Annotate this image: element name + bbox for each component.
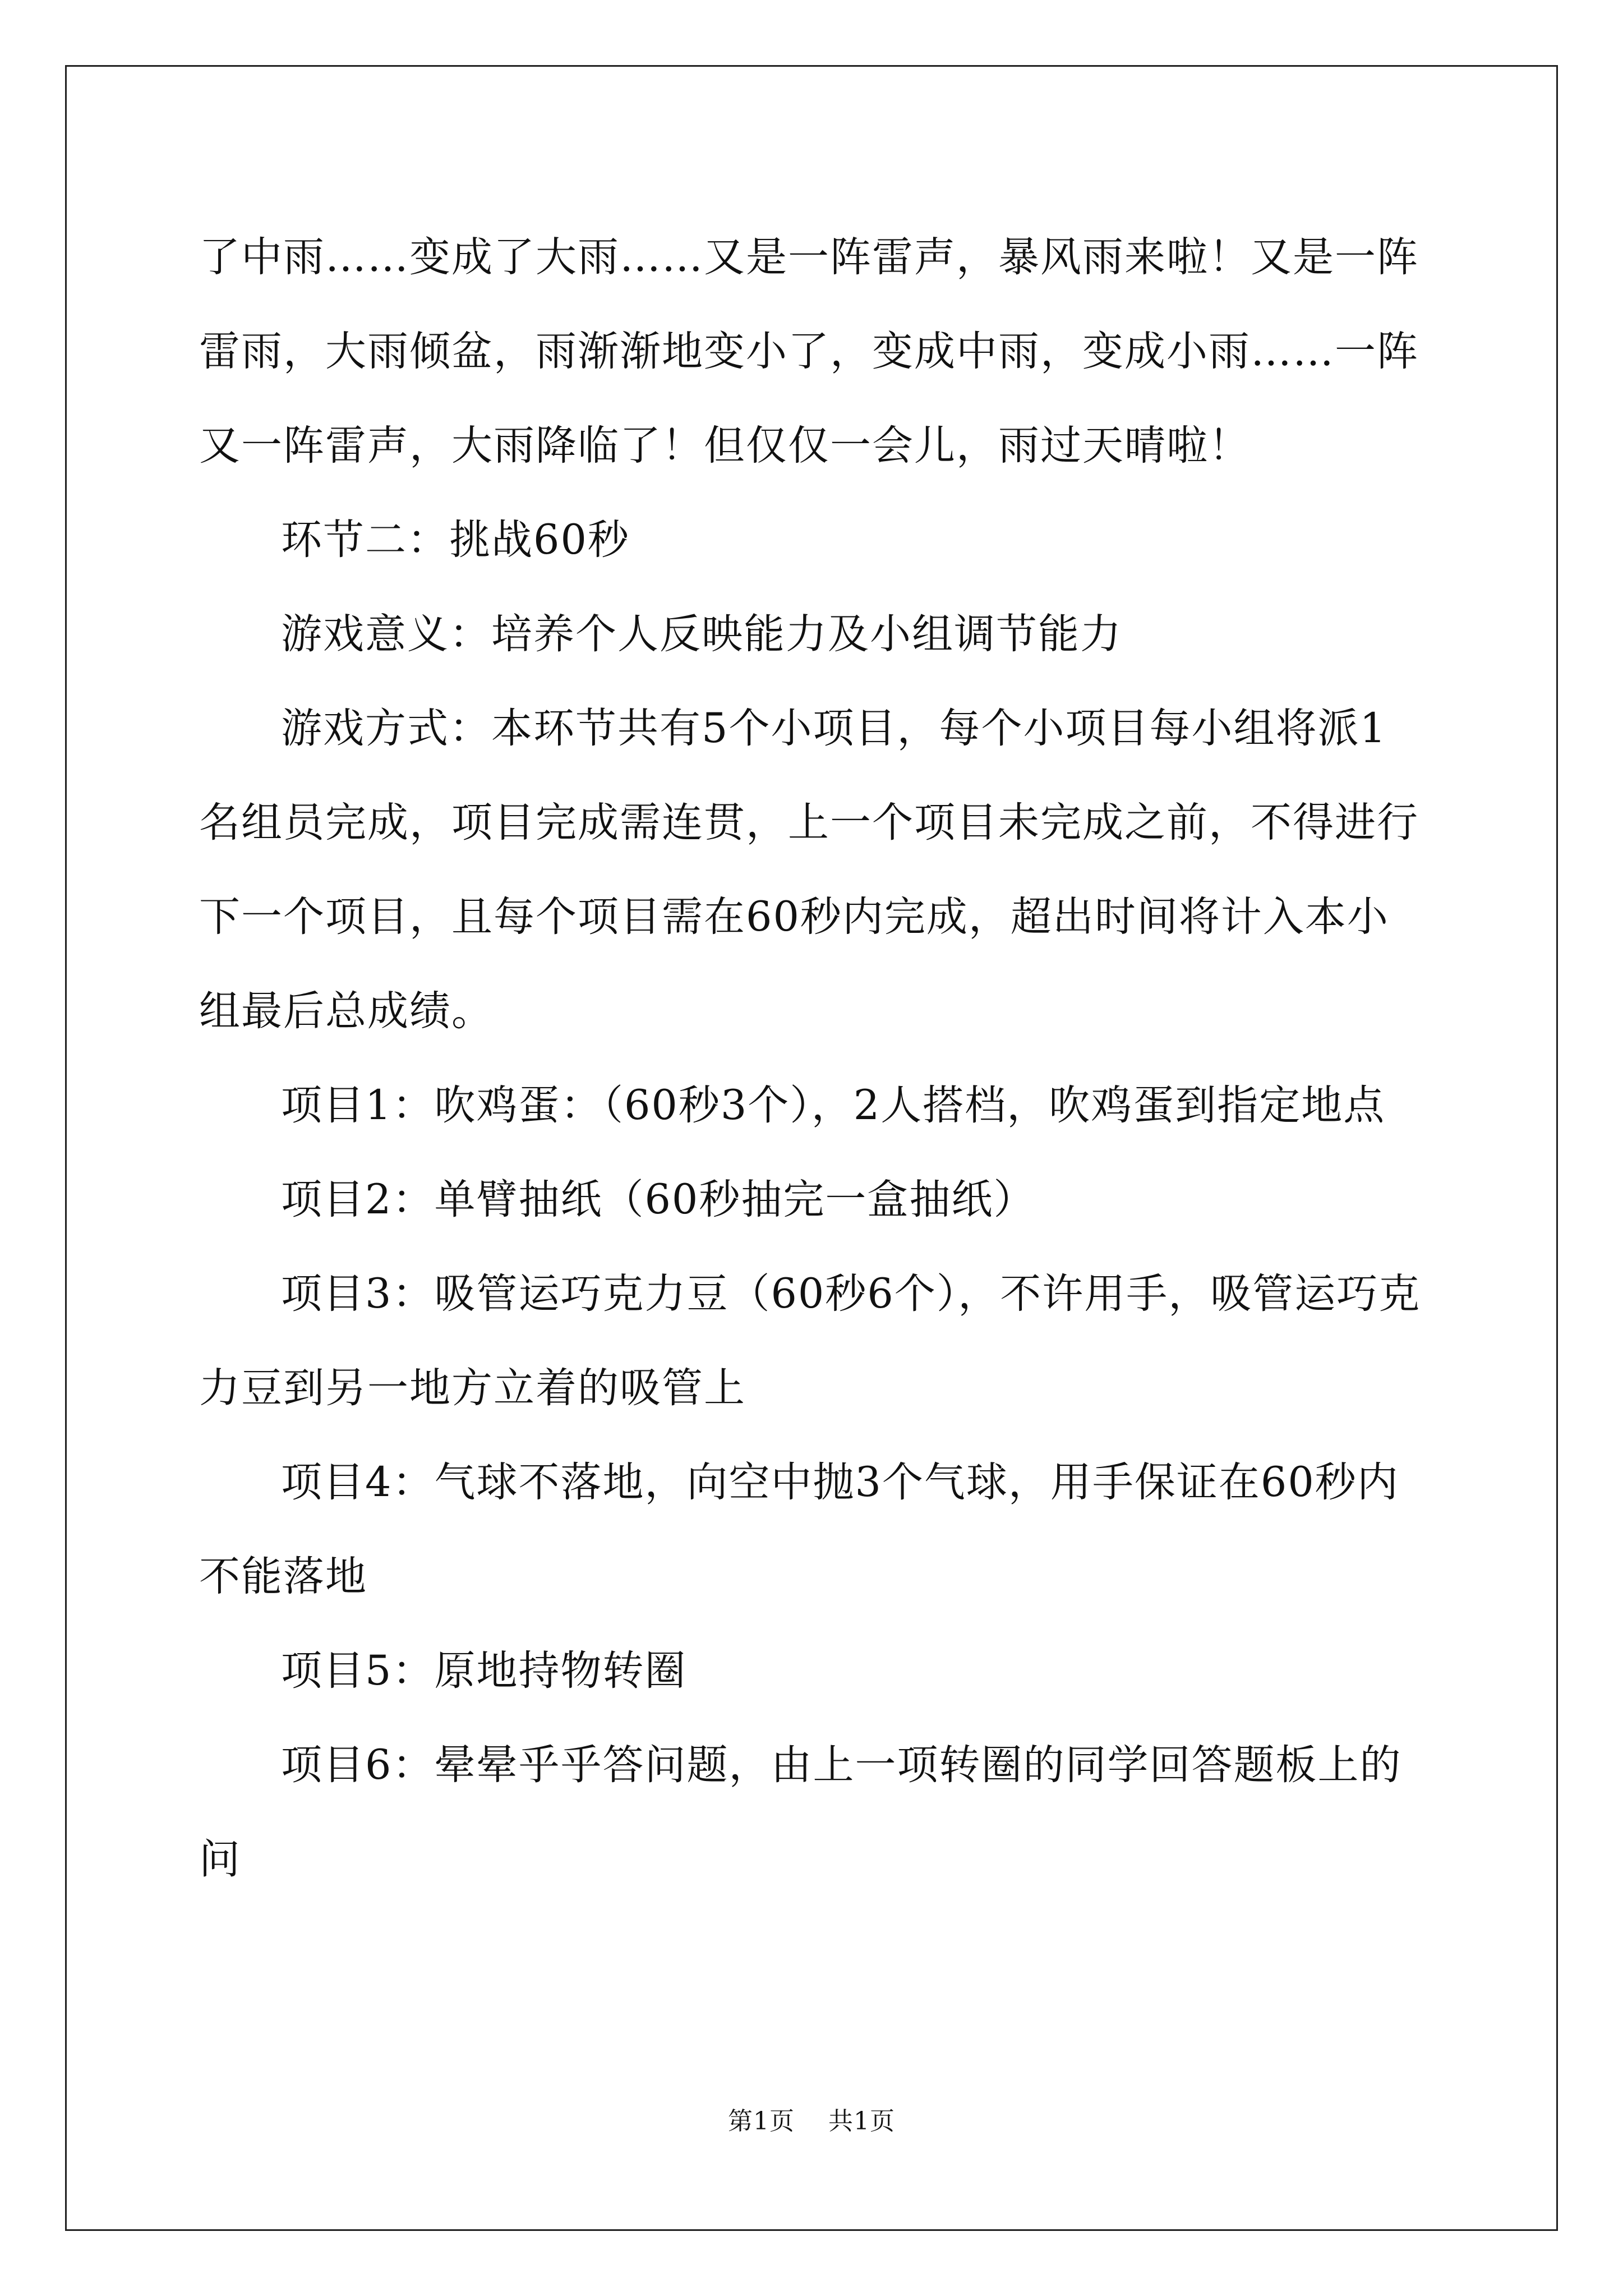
page-number-total: 共1页 (828, 2107, 895, 2136)
document-body (199, 210, 1422, 1907)
page-number-current: 第1页 (728, 2107, 795, 2136)
section-heading: 环节二：挑战60秒 (281, 516, 630, 564)
paragraph-game-meaning: 游戏意义：培养个人反映能力及小组调节能力 (281, 610, 1122, 658)
paragraph-game-method: 游戏方式：本环节共有5个小项目，每个小项目每小组将派1名组员完成，项目完成需连贯，上一个项目未完成之前，不得进行下一个项目，且每个项目需在60秒内完成，超出时间将计入本小组最后总成绩。 (199, 705, 1419, 1035)
paragraph-1: 了中雨……变成了大雨……又是一阵雷声，暴风雨来啦！又是一阵雷雨，大雨倾盆，雨渐渐地变小了，变成中雨，变成小雨……一阵又一阵雷声，大雨降临了！但仅仅一会儿，雨过天晴啦！ (199, 233, 1419, 470)
item-6: 项目6：晕晕乎乎答问题，由上一项转圈的同学回答题板上的问 (199, 1741, 1402, 1883)
item-5: 项目5：原地持物转圈 (281, 1647, 687, 1695)
item-2: 项目2：单臂抽纸（60秒抽完一盒抽纸） (281, 1176, 1036, 1223)
item-4: 项目4：气球不落地，向空中抛3个气球，用手保证在60秒内不能落地 (199, 1458, 1399, 1600)
page-footer (0, 2101, 1623, 2137)
item-1: 项目1：吹鸡蛋：（60秒3个），2人搭档，吹鸡蛋到指定地点 (281, 1082, 1386, 1129)
item-3: 项目3：吸管运巧克力豆（60秒6个），不许用手，吸管运巧克力豆到另一地方立着的吸管上 (199, 1270, 1421, 1412)
